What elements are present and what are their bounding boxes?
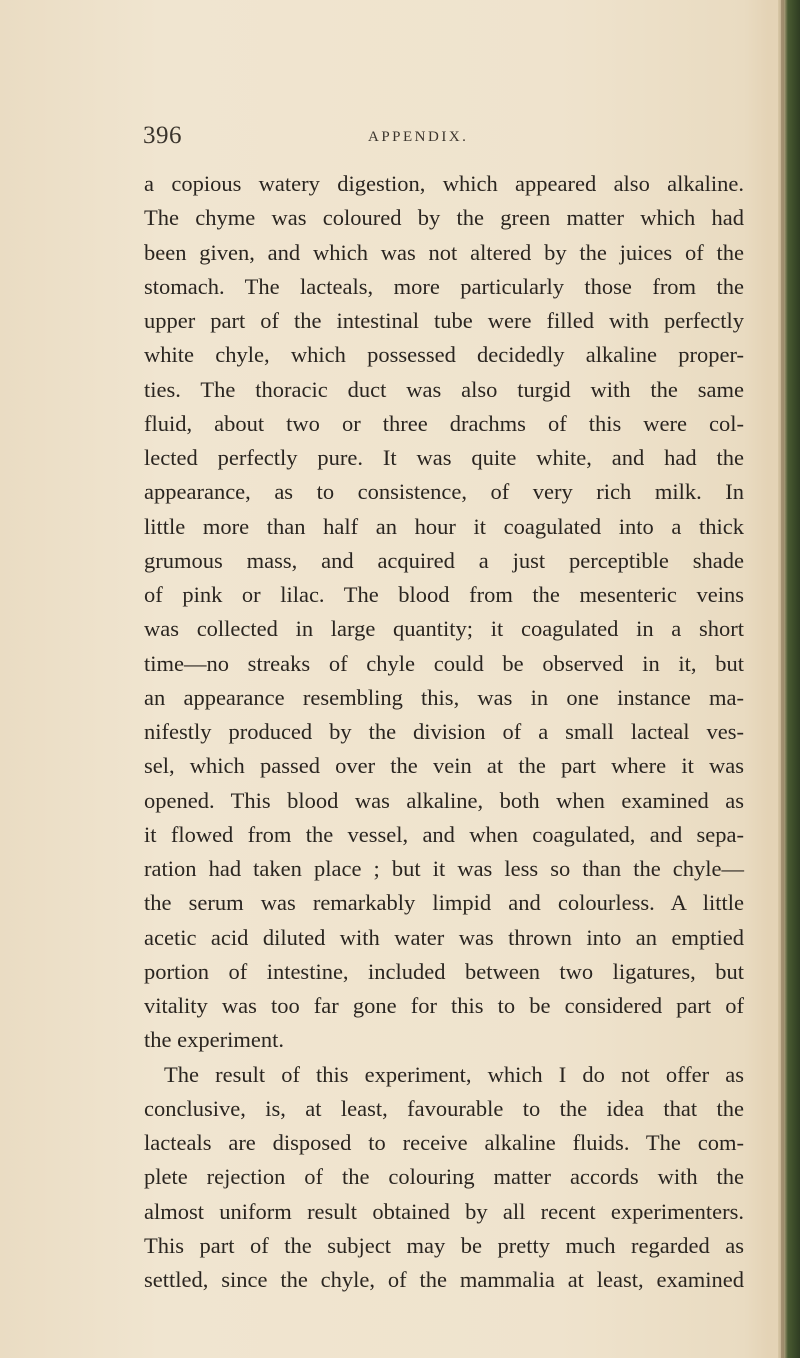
text-line: vitality was too far gone for this to be considered part of bbox=[144, 993, 744, 1018]
text-line: lected perfectly pure. It was quite white, and had the bbox=[144, 445, 744, 470]
book-spine-edge bbox=[778, 0, 800, 1358]
text-line: plete rejection of the colouring matter accords with the bbox=[144, 1164, 744, 1190]
body-text bbox=[144, 167, 744, 1297]
text-line: This part of the subject may be pretty much regarded as bbox=[144, 1232, 744, 1258]
text-line: little more than half an hour it coagulated into a thick bbox=[144, 513, 744, 539]
text-line: fluid, about two or three drachms of this were col- bbox=[144, 410, 744, 436]
text-line: of pink or lilac. The blood from the mesenteric veins bbox=[144, 582, 744, 607]
text-line: white chyle, which possessed decidedly alkaline proper- bbox=[144, 342, 744, 368]
text-line: lacteals are disposed to receive alkaline fluids. The com- bbox=[144, 1130, 744, 1155]
text-line: acetic acid diluted with water was thrown into an emptied bbox=[144, 924, 744, 950]
text-line: ties. The thoracic duct was also turgid with the same bbox=[144, 376, 744, 402]
text-line: grumous mass, and acquired a just perceptible shade bbox=[144, 547, 744, 573]
text-line: time—no streaks of chyle could be observed in it, but bbox=[144, 650, 744, 676]
text-line: opened. This blood was alkaline, both when examined as bbox=[144, 787, 744, 813]
text-line: appearance, as to consistence, of very rich milk. In bbox=[144, 479, 744, 505]
text-line: the serum was remarkably limpid and colourless. A little bbox=[144, 890, 744, 916]
text-line: upper part of the intestinal tube were filled with perfectly bbox=[144, 308, 744, 333]
text-line: was collected in large quantity; it coagulated in a short bbox=[144, 616, 744, 642]
text-line: stomach. The lacteals, more particularly those from the bbox=[144, 273, 744, 299]
text-line: it flowed from the vessel, and when coagulated, and sepa- bbox=[144, 821, 744, 847]
text-line: the experiment. bbox=[144, 1027, 284, 1053]
text-line: ration had taken place ; but it was less so than the chyle— bbox=[144, 856, 744, 881]
text-line: settled, since the chyle, of the mammalia at least, examined bbox=[144, 1267, 744, 1292]
text-line: been given, and which was not altered by the juices of the bbox=[144, 239, 744, 265]
page-number: 396 bbox=[143, 122, 182, 149]
text-line: The result of this experiment, which I do not offer as bbox=[164, 1061, 744, 1087]
running-head bbox=[143, 122, 663, 156]
text-line: almost uniform result obtained by all recent experimenters. bbox=[144, 1198, 744, 1224]
running-head-title: APPENDIX. bbox=[368, 129, 469, 145]
text-line: sel, which passed over the vein at the part where it was bbox=[144, 753, 744, 779]
text-line: a copious watery digestion, which appeared also alkaline. bbox=[144, 171, 744, 196]
text-line: an appearance resembling this, was in one instance ma- bbox=[144, 684, 744, 710]
text-line: nifestly produced by the division of a small lacteal ves- bbox=[144, 719, 744, 744]
text-line: conclusive, is, at least, favourable to the idea that the bbox=[144, 1095, 744, 1121]
text-line: The chyme was coloured by the green matter which had bbox=[144, 205, 744, 231]
text-line: portion of intestine, included between two ligatures, but bbox=[144, 958, 744, 984]
